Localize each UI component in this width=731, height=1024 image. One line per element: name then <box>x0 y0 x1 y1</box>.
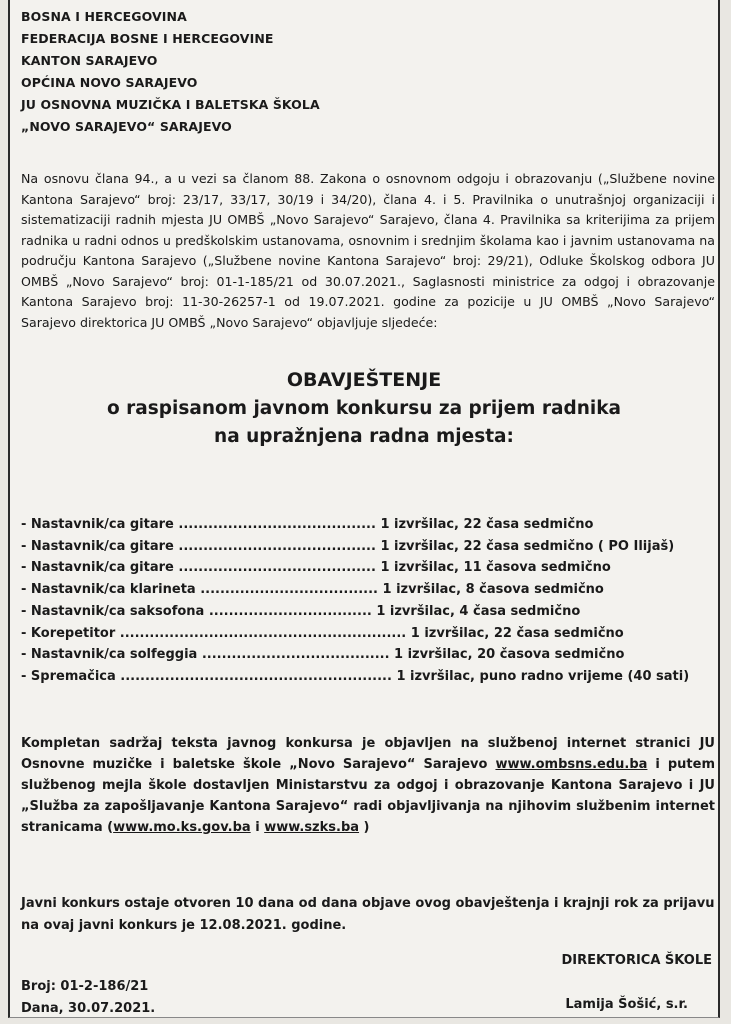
header-line: FEDERACIJA BOSNE I HERCEGOVINE <box>21 31 274 46</box>
list-item: - Nastavnik/ca saksofona ................................. 1 izvršilac, 4 časa sedmično <box>21 603 581 619</box>
reference-block <box>21 976 155 1020</box>
notice-subtitle: na upražnjena radna mjesta: <box>214 426 514 447</box>
list-item: - Spremačica ....................................................... 1 izvršilac, puno radno vrijeme (40 sati) <box>21 668 690 684</box>
paragraph-text: i putem službenog mejla škole dostavljen Ministarstvu za odgoj i obrazovanje Kantona Sarajevo i JU „Služba za zapošljavanje Kantona Sarajevo“ radi objavljivanja na njihovim službenim internet stranicama ( <box>21 757 715 835</box>
header-block <box>21 6 320 138</box>
notice-title: OBAVJEŠTENJE <box>286 369 442 391</box>
header-line: „NOVO SARAJEVO“ SARAJEVO <box>21 119 232 134</box>
header-line: BOSNA I HERCEGOVINA <box>21 9 187 24</box>
reference-number: Broj: 01-2-186/21 <box>21 979 149 994</box>
list-item: - Nastavnik/ca klarineta .................................... 1 izvršilac, 8 časova sedmično <box>21 582 604 598</box>
list-item: - Nastavnik/ca gitare ........................................ 1 izvršilac, 22 časa sedmično ( PO Ilijaš) <box>21 538 675 554</box>
employment-service-link[interactable]: www.szks.ba <box>264 820 360 835</box>
ministry-link[interactable]: www.mo.ks.gov.ba <box>113 820 251 835</box>
list-item: - Nastavnik/ca solfeggia ...................................... 1 izvršilac, 20 časova sedmično <box>21 647 625 663</box>
website-link[interactable]: www.ombsns.edu.ba <box>495 757 648 772</box>
list-item: - Nastavnik/ca gitare ........................................ 1 izvršilac, 11 časova sedmično <box>21 560 611 576</box>
list-item: - Korepetitor .......................................................... 1 izvršilac, 22 časa sedmično <box>21 625 624 641</box>
header-line: OPĆINA NOVO SARAJEVO <box>21 75 198 90</box>
paragraph-text: Kompletan sadržaj teksta javnog konkursa je objavljen na službenoj internet stranici JU Osnovne muzičke i baletske škole „Novo Sarajevo“ Sarajevo <box>21 736 715 772</box>
header-line: JU OSNOVNA MUZIČKA I BALETSKA ŠKOLA <box>21 97 320 112</box>
signatory-title: DIREKTORICA ŠKOLE <box>561 953 712 968</box>
document-page <box>8 0 720 1018</box>
positions-list <box>21 514 689 688</box>
deadline-paragraph: Javni konkurs ostaje otvoren 10 dana od dana objave ovog obavještenja i krajnji rok za prijavu na ovaj javni konkurs je 12.08.2021. godine. <box>21 896 715 933</box>
paragraph-text: ) <box>359 820 370 835</box>
closing-paragraph <box>21 733 715 838</box>
header-line: KANTON SARAJEVO <box>21 53 158 68</box>
intro-paragraph: Na osnovu člana 94., a u vezi sa članom 88. Zakona o osnovnom odgoju i obrazovanju („Službene novine Kantona Sarajevo“ broj: 23/17, 33/17, 30/19 i 34/20), člana 4. i 5. Pravilnika o unutrašnjoj organizaciji i sistematizaciji radnih mjesta JU OMBŠ „Novo Sarajevo“ Sarajevo, člana 4. Pravilnika sa kriterijima za prijem radnika u radni odnos u predškolskim ustanovama, osnovnim i srednjim školama kao i javnim ustanovama na području Kantona Sarajevo („Službene novine Kantona Sarajevo“ broj: 29/21), Odluke Školskog odbora JU OMBŠ „Novo Sarajevo“ broj: 01-1-185/21 od 30.07.2021., Saglasnosti ministrice za odgoj i obrazovanje Kantona Sarajevo broj: 11-30-26257-1 od 19.07.2021. godine za pozicije u JU OMBŠ „Novo Sarajevo“ Sarajevo direktorica JU OMBŠ „Novo Sarajevo“ objavljuje sljedeće: <box>21 171 715 330</box>
notice-subtitle: o raspisanom javnom konkursu za prijem radnika <box>107 398 621 419</box>
reference-date: Dana, 30.07.2021. <box>21 1001 156 1016</box>
signatory-name: Lamija Šošić, s.r. <box>565 997 688 1012</box>
list-item: - Nastavnik/ca gitare ........................................ 1 izvršilac, 22 časa sedmično <box>21 517 594 532</box>
paragraph-text: i <box>250 820 265 835</box>
